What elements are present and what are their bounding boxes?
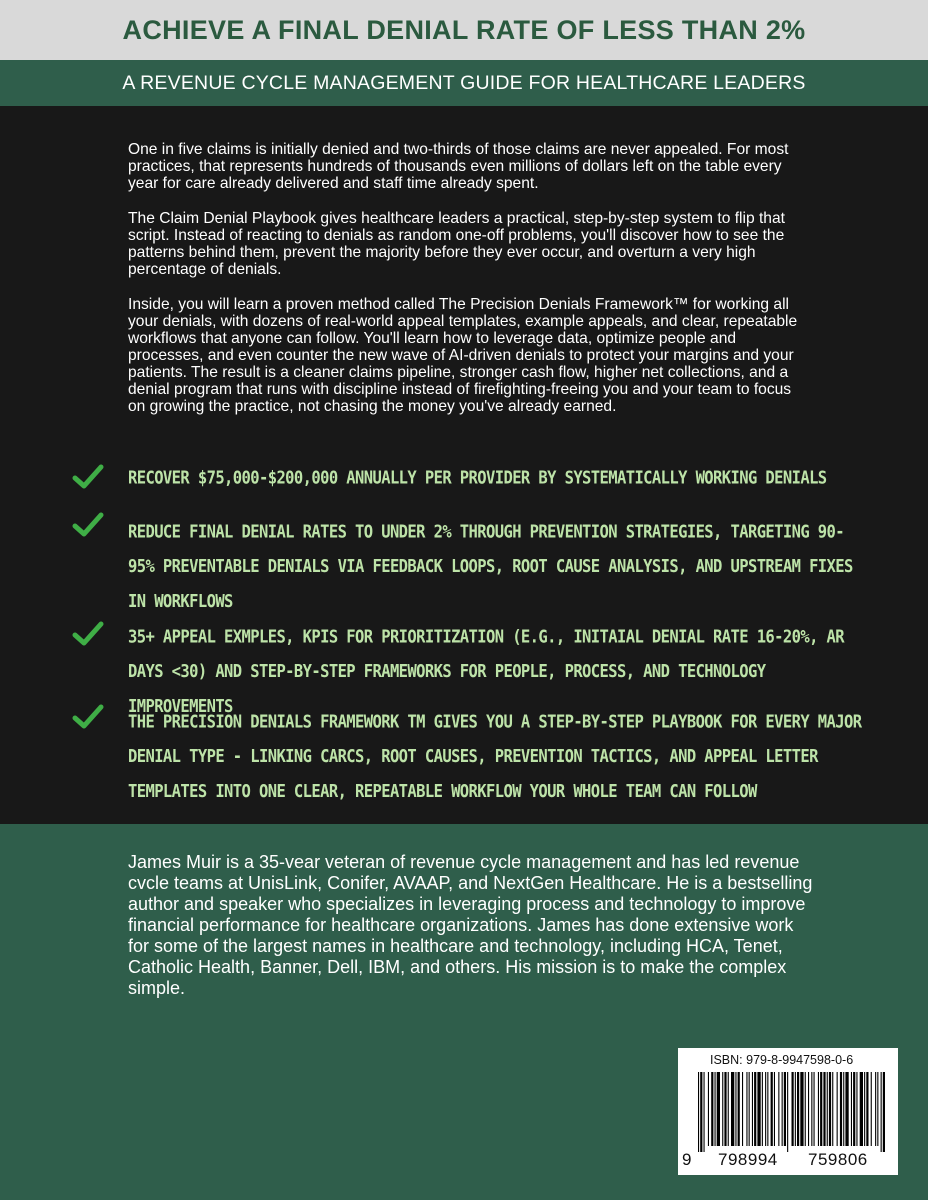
barcode-bar: [795, 1072, 796, 1146]
barcode-bar: [797, 1072, 799, 1146]
barcode-bar: [717, 1072, 720, 1146]
barcode-bar: [808, 1072, 809, 1146]
barcode-bar: [883, 1072, 885, 1152]
barcode-bar: [700, 1072, 702, 1152]
barcode-bar: [840, 1072, 842, 1146]
barcode-bar: [851, 1072, 852, 1146]
barcode-right-digits: 759806: [808, 1150, 868, 1169]
barcode-bar: [877, 1072, 878, 1146]
barcode-bar: [762, 1072, 763, 1146]
isbn-barcode: [678, 1048, 898, 1175]
barcode-bar: [811, 1072, 812, 1146]
intro-paragraph-3: Inside, you will learn a proven method called The Precision Denials Framework™ for working all your denials, with dozens of real-world appeal templates, example appeals, and clear, repeatable workflows that anyone can follow. You'll learn how to leverage data, optimize people and processes, and even counter the new wave of AI-driven denials to protect your margins and your patients. The result is a cleaner claims pipeline, stronger cash flow, higher net collections, and a denial program that runs with discipline instead of firefighting-freeing you and your team to focus on growing the practice, not chasing the money you've already earned.: [128, 296, 798, 415]
barcode-bar: [823, 1072, 825, 1146]
benefit-text-3: 35+ APPEAL EXMPLES, KPIS FOR PRIORITIZATION (E.G., INITAIAL DENIAL RATE 16-20%, AR DAYS <30) AND STEP-BY-STEP FRAMEWORKS FOR PEOPLE, PROCESS, AND TECHNOLOGY IMPROVEMENTS: [128, 626, 845, 717]
barcode-bar: [724, 1072, 726, 1146]
barcode-bar: [829, 1072, 831, 1146]
barcode-bar: [767, 1072, 768, 1146]
cover-subtitle: A REVENUE CYCLE MANAGEMENT GUIDE FOR HEALTHCARE LEADERS: [122, 71, 806, 94]
barcode-bar: [805, 1072, 806, 1146]
barcode-bar: [742, 1072, 743, 1146]
barcode-bar: [784, 1072, 786, 1146]
barcode-bar: [782, 1072, 783, 1146]
barcode-bar: [860, 1072, 863, 1146]
barcode-bar: [757, 1072, 760, 1146]
barcode-bar: [749, 1072, 750, 1146]
header-band: [0, 0, 928, 60]
barcode-bar: [708, 1072, 709, 1146]
barcode-bar: [752, 1072, 753, 1146]
barcode-bar: [814, 1072, 815, 1146]
barcode-bar: [704, 1072, 705, 1152]
subtitle-band: [0, 60, 928, 106]
barcode-bar: [715, 1072, 716, 1146]
barcode-bar: [871, 1072, 872, 1146]
barcode-bar: [864, 1072, 865, 1146]
benefit-text-1: RECOVER $75,000-$200,000 ANNUALLY PER PROVIDER BY SYSTEMATICALLY WORKING DENIALS: [128, 467, 827, 488]
author-bio: James Muir is a 35-vear veteran of revenue cycle management and has led revenue cvcle teams at UnisLink, Conifer, AVAAP, and NextGen Healthcare. He is a bestselling author and speaker who specializes in leveraging process and technology to improve financial performance for healthcare organizations. James has done extensive work for some of the largest names in healthcare and technology, including HCA, Tenet, Catholic Health, Banner, Dell, IBM, and others. His mission is to make the complex simple.: [128, 852, 813, 998]
intro-paragraph-2: The Claim Denial Playbook gives healthcare leaders a practical, step-by-step system to flip that script. Instead of reacting to denials as random one-off problems, you'll discover how to see the patterns behind them, prevent the majority before they ever occur, and overturn a very high percentage of denials.: [128, 210, 785, 278]
barcode-bar: [754, 1072, 756, 1146]
barcode-bar: [738, 1072, 740, 1146]
cover-main-title: ACHIEVE A FINAL DENIAL RATE OF LESS THAN 2%: [122, 14, 806, 45]
barcode-bar: [832, 1072, 833, 1146]
barcode-bar: [866, 1072, 868, 1146]
barcode-bar: [778, 1072, 779, 1146]
barcode-bar: [735, 1072, 736, 1146]
barcode-bar: [856, 1072, 857, 1146]
barcode-bar: [765, 1072, 766, 1146]
barcode-bar: [746, 1072, 747, 1146]
benefit-text-4: THE PRECISION DENIALS FRAMEWORK TM GIVES YOU A STEP-BY-STEP PLAYBOOK FOR EVERY MAJOR DENIAL TYPE - LINKING CARCS, ROOT CAUSES, PREVENTION TACTICS, AND APPEAL LETTER TEMPLATES INTO ONE CLEAR, REPEATABLE WORKFLOW YOUR WHOLE TEAM CAN FOLLOW: [128, 711, 862, 802]
checkmark-icon: [72, 620, 104, 648]
barcode-bar: [818, 1072, 819, 1146]
barcode-bar: [843, 1072, 844, 1146]
barcode-bars: [684, 1072, 892, 1152]
barcode-bar: [853, 1072, 855, 1146]
barcode-bar: [845, 1072, 848, 1146]
barcode-bar: [875, 1072, 876, 1146]
barcode-bar: [722, 1072, 723, 1146]
barcode-bar: [698, 1072, 699, 1152]
barcode-bar: [774, 1072, 775, 1146]
barcode-bar: [728, 1072, 729, 1146]
barcode-left-digits: 798994: [718, 1150, 778, 1169]
checkmark-icon: [72, 463, 104, 491]
checkmark-icon: [72, 511, 104, 539]
checkmark-icon: [72, 703, 104, 731]
description-panel: [0, 106, 928, 824]
barcode-bar: [787, 1072, 788, 1152]
isbn-label: ISBN: 979-8-9947598-0-6: [710, 1053, 854, 1067]
benefit-text-2: REDUCE FINAL DENIAL RATES TO UNDER 2% THROUGH PREVENTION STRATEGIES, TARGETING 90-95% PREVENTABLE DENIALS VIA FEEDBACK LOOPS, ROOT CAUSE ANALYSIS, AND UPSTREAM FIXES IN WORKFLOWS: [128, 521, 853, 612]
barcode-bar: [827, 1072, 828, 1146]
barcode-bar: [837, 1072, 838, 1146]
barcode-bar: [792, 1072, 794, 1146]
intro-paragraph-1: One in five claims is initially denied and two-thirds of those claims are never appealed. For most practices, that represents hundreds of thousands even millions of dollars left on the table every year for care already delivered and staff time already spent.: [128, 141, 789, 192]
barcode-lead-digit: 9: [682, 1150, 692, 1169]
barcode-bar: [711, 1072, 713, 1146]
barcode-bar: [800, 1072, 803, 1146]
barcode-bar: [820, 1072, 822, 1146]
barcode-bar: [731, 1072, 734, 1146]
barcode-bar: [771, 1072, 773, 1146]
barcode-bar: [881, 1072, 882, 1152]
